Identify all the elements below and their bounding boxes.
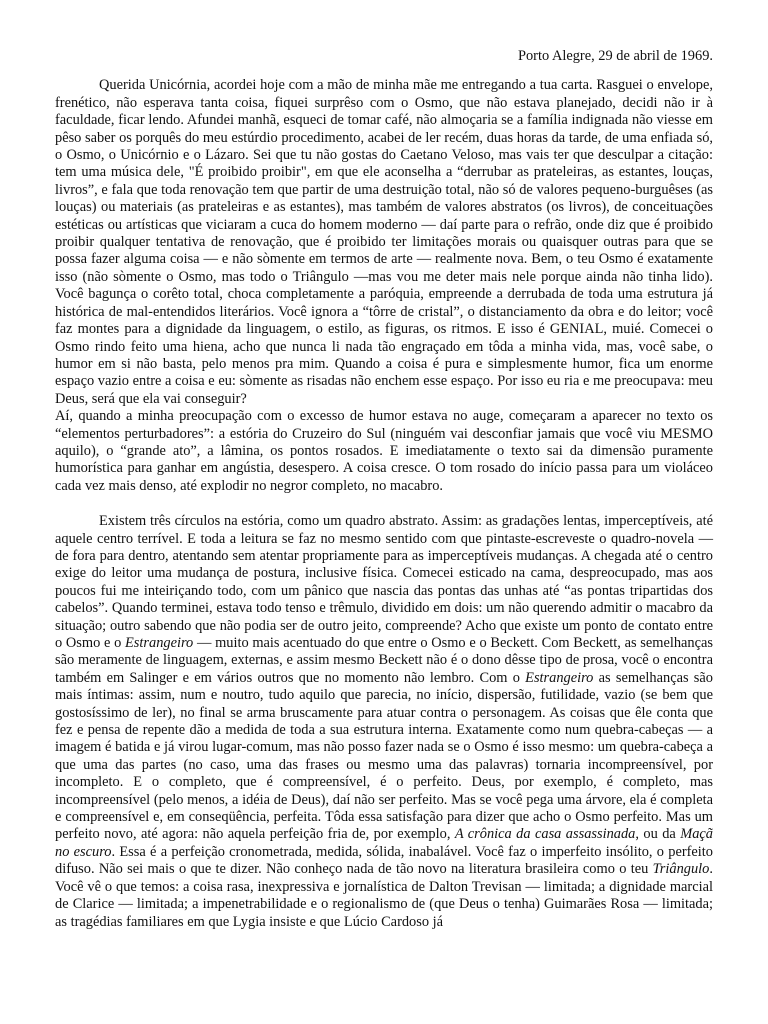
- date-line: Porto Alegre, 29 de abril de 1969.: [517, 48, 713, 64]
- book-title-triangulo: Triângulo: [652, 861, 710, 878]
- paragraph-3-text-2: — muito mais acentuado do que entre o Osmo e o Beckett. Com Beckett, as semelhanças são meramente de linguagem, externas, e assim mesmo Beckett não é o dono dêsse tipo de prosa, você o encontra também em Salinger e em vários outros que no momento não lembro. Com o: [55, 635, 713, 686]
- paragraph-3-text-5: . Essa é a perfeição cronometrada, medida, sólida, inabalável. Você faz o imperfeito insólito, o perfeito difuso. Não sei mais o que te dizer. Não conheço nada de tão novo na literatura brasileira como o teu: [55, 843, 713, 878]
- paragraph-3-text-3: as semelhanças são mais íntimas: assim, num e noutro, tudo aquilo que parecia, no início, dispersão, futilidade, vazio (se bem que gostosíssimo de ler), no final se arma bruscamente para atuar contra o personagem. As coisas que êle conta que fez e pensa de repente dão a medida de toda a sua estrutura interna. Exatamente como num quebra-cabeças — a imagem é batida e já virou lugar-comum, mas não posso fazer nada se o Osmo é isso mesmo: um quebra-cabeça a que uma das partes (no caso, uma das frases ou mesmo uma das palavras) tornaria incompreensível, por incompleto. E o completo, que é compreensível, é o perfeito. Deus, por exemplo, é completo, mas incompreensível (pelo menos, a idéia de Deus), daí não ser perfeito. Mas se você pega uma árvore, ela é completa e compreensível e, em conseqüência, perfeita. Tôda essa satisfação para dizer que acho o Osmo perfeito. Mas um perfeito novo, até agora: não aquela perfeição fria de, por exemplo,: [55, 669, 713, 843]
- paragraph-3-text-6: . Você vê o que temos: a coisa rasa, inexpressiva e jornalística de Dalton Trevisan — limitada; a dignidade marcial de Clarice — limitada; a impenetrabilidade e o regionalismo de (que Deus o tenha) Guimarães Rosa — limitada; as tragédias familiares em que Lygia insiste e que Lúcio Cardoso já: [55, 861, 713, 930]
- paragraph-3-text-1: Existem três círculos na estória, como um quadro abstrato. Assim: as gradações lentas, imperceptíveis, até aquele centro terrível. E toda a leitura se faz no mesmo sentido com que pintaste-escreveste o quadro-novela — de fora para dentro, atentando sem atentar propriamente para as imperceptíveis mudanças. A chegada até o centro exige do leitor uma mudança de postura, inclusive física. Comecei esticado na cama, despreocupado, mas aos poucos fui me inteiriçando todo, com um pânico que nascia das pontas das unhas até “as pontas tripartidas dos cabelos”. Quando terminei, estava todo tenso e trêmulo, dividido em dois: um não querendo admitir o macabro da situação; outro sabendo que não podia ser de outro jeito, compreende? Acho que existe um ponto de contato entre o Osmo e o: [55, 513, 713, 651]
- paragraph-3-text-4: , ou da: [635, 826, 681, 843]
- paragraph-3: [55, 513, 713, 931]
- paragraph-1: Querida Unicórnia, acordei hoje com a mão de minha mãe me entregando a tua carta. Rasguei o envelope, frenético, não esperava tanta coisa, fiquei surprêso com o Osmo, que não estava planejado, decidi não ir à faculdade, ficar lendo. Afundei manhã, esqueci de tomar café, não almoçaria se a família indignada não viesse em pêso saber os porquês do meu estúrdio procedimento, acabei de ler recém, duas horas da tarde, de uma enfiada só, o Osmo, o Unicórnio e o Lázaro. Sei que tu não gostas do Caetano Veloso, mas vais ter que desculpar a citação: tem uma música dele, "É proibido proibir", em que ele aconselha a “derrubar as prateleiras, as estantes, louças, livros”, e fala que toda renovação tem que partir de uma destruição total, não só de valores pequeno-burguêses (as louças) ou materiais (as prateleiras e as estantes), mas também de valores abstratos (os livros), de conceituações estéticas ou artísticas que viciaram a cuca do homem moderno — daí parte para o refrão, onde diz que é proibido proibir qualquer tentativa de renovação, que é proibido ter limitações morais ou quaisquer outras para que se possa fazer alguma coisa — e não sòmente em termos de arte — realmente nova. Bem, o teu Osmo é exatamente isso (não sòmente o Osmo, mas todo o Triângulo —mas vou me deter mais nele porque ainda não tinha lido). Você bagunça o corêto total, choca completamente a paróquia, empreende a derrubada de toda uma estrutura já histórica de mal-entendidos literários. Você ignora a “tôrre de cristal”, o distanciamento da obra e do leitor; você faz montes para a dignidade da linguagem, o estilo, as figuras, os ritmos. E isso é GENIAL, muié. Comecei o Osmo rindo feito uma hiena, acho que nunca li nada tão engraçado em tôda a minha vida, mas, você sabe, o humor em si não basta, pelo menos pra mim. Quando a coisa é pura e simplesmente humor, fica um enorme espaço vazio entre a coisa e eu: sòmente as risadas não enchem esse espaço. Por isso eu ria e me preocupava: meu Deus, será que ela vai conseguir?: [55, 77, 713, 407]
- letter-page: [55, 48, 713, 931]
- paragraph-2: Aí, quando a minha preocupação com o excesso de humor estava no auge, começaram a aparecer no texto os “elementos perturbadores”: a estória do Cruzeiro do Sul (ninguém vai desconfiar jamais que você viu MESMO aquilo), o “grande ato”, a lâmina, os pontos rosados. E imediatamente o texto sai da dimensão puramente humorística para ganhar em angústia, desespero. A coisa cresce. O tom rosado do início passa para um violáceo cada vez mais denso, até explodir no negror completo, no macabro.: [55, 408, 713, 494]
- paragraph-gap: [55, 495, 713, 513]
- book-title-cronica: A crônica da casa assassinada: [454, 826, 636, 843]
- book-title-maca: Maçã no escuro: [55, 826, 713, 860]
- book-title-estrangeiro: Estrangeiro: [125, 635, 194, 651]
- book-title-estrangeiro-2: Estrangeiro: [525, 669, 594, 686]
